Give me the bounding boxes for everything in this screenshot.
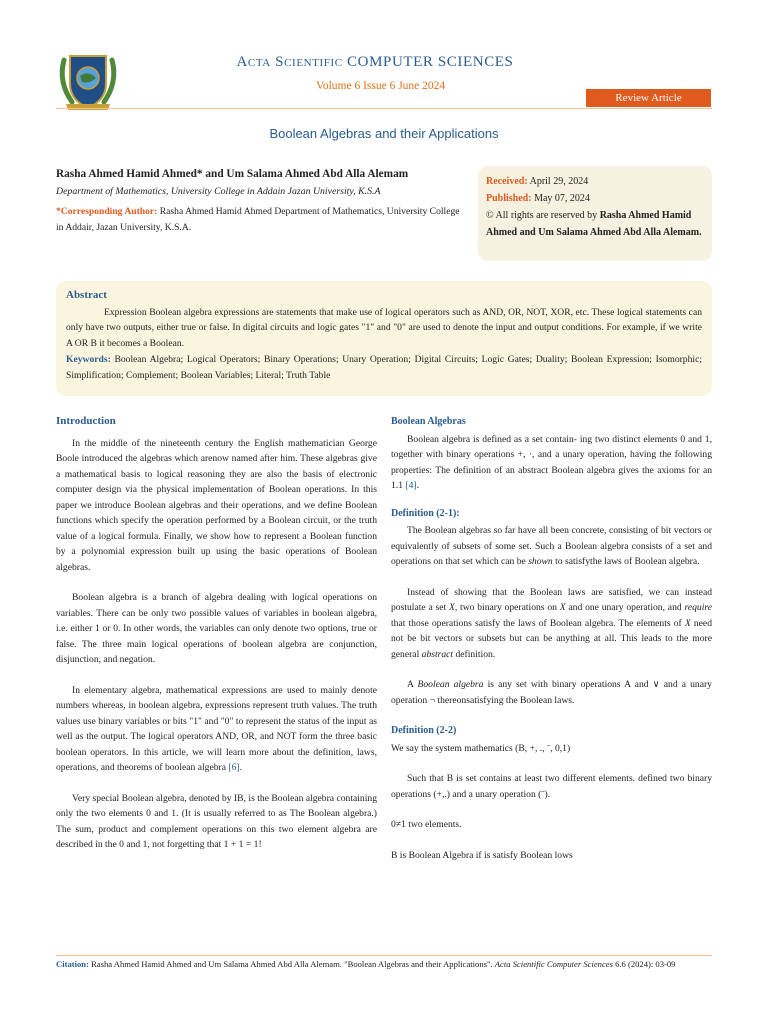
intro-paragraph-3: In elementary algebra, mathematical expressions are used to mainly denote numbers whereas, in boolean algebra, expressions represent truth values. The truth values use binary variables or bits "1" and "0" to represent the status of the input as well as the output. The logical operators AND, OR, and NOT form the three basic boolean operators. In this article, we will learn more about the definition, laws, operations, and theorems of boolean algebra [6]. xyxy=(56,684,377,773)
left-column xyxy=(56,414,377,853)
definition-2-2-elements: 0≠1 two elements. xyxy=(391,819,462,830)
department: Department of Mathematics, University College in Addain Jazan University, K.S.A xyxy=(56,186,381,197)
published-date: May 07, 2024 xyxy=(531,193,590,204)
corresponding-text: Rasha Ahmed Hamid Ahmed Department of Mathematics, University College in Addair, Jazan University, K.S.A. xyxy=(56,206,460,233)
received-date: April 29, 2024 xyxy=(527,176,589,187)
introduction-heading: Introduction xyxy=(56,415,116,427)
received-label: Received: xyxy=(486,176,528,187)
intro-p3-text: In elementary algebra, mathematical expressions are used to mainly denote numbers whereas, in boolean algebra, expressions represent truth values. The truth values use binary variables or bits "1" and "0" to represent the status of the input as well as the output. The logical operators AND, OR, and NOT form the three basic boolean operators. In this article, we will learn more about the definition, laws, operations, and theorems of boolean algebra xyxy=(56,684,377,773)
definition-2-2-heading: Definition (2-2) xyxy=(391,725,457,736)
intro-paragraph-4: Very special Boolean algebra, denoted by IB, is the Boolean algebra containing only the two elements 0 and 1. (It is usually referred to as The Boolean algebra.) The sum, product and complement operations on this two element algebra are described in the 0 and 1, not forgetting that 1 + 1 = 1! xyxy=(56,792,377,850)
paper-title: Boolean Algebras and their Applications xyxy=(269,126,499,141)
abstract-box xyxy=(56,281,712,396)
definition-2-1-paragraph-3: A Boolean algebra is any set with binary operations A and ∨ and a unary operation ¬ thereonsatisfying the Boolean laws. xyxy=(391,679,712,706)
citation xyxy=(56,958,712,971)
definition-2-2-paragraph: Such that B is set contains at least two different elements. defined two binary operations (+,.) and a unary operation (ˉ). xyxy=(391,773,712,800)
header-divider xyxy=(56,108,712,109)
keywords-text: Boolean Algebra; Logical Operators; Binary Operations; Unary Operation; Digital Circuits; Logic Gates; Duality; Boolean Expression; Isomorphic; Simplification; Complement; Boolean Variables; Literal; Truth Table xyxy=(66,354,702,381)
footer-divider xyxy=(56,955,712,956)
boolean-algebras-paragraph: Boolean algebra is defined as a set contain- ing two distinct elements 0 and 1, together with binary operations +, ·, and a unary operation, having the following properties: The definition of an abstract Boolean algebra gives the axioms for an 1.1 [4]. xyxy=(391,433,712,491)
rights-holders: Rasha Ahmed Hamid Ahmed and Um Salama Ahmed Abd Alla Alemam. xyxy=(486,210,702,238)
definition-2-2-conclusion: B is Boolean Algebra if is satisfy Boolean lows xyxy=(391,849,573,861)
citation-text: Rasha Ahmed Hamid Ahmed and Um Salama Ahmed Abd Alla Alemam. "Boolean Algebras and their Applications". xyxy=(88,959,495,969)
definition-2-1-paragraph-2: Instead of showing that the Boolean laws are satisfied, we can instead postulate a set X, two binary operations on X and one unary operation, and require that those operations satisfy the laws of Boolean algebra. The elements of X need not be bit vectors or subsets but can be anything at all. This leads to the more general abstract definition. xyxy=(391,586,712,660)
definition-2-2-system: We say the system mathematics (B, +, ., ˉ, 0,1) xyxy=(391,742,571,754)
journal-logo xyxy=(54,50,122,114)
rights-prefix: © All rights are reserved by xyxy=(486,210,600,221)
reference-link-6[interactable]: [6] xyxy=(228,762,240,773)
corresponding-label: *Corresponding Author: xyxy=(56,206,158,217)
article-type-badge: Review Article xyxy=(586,89,711,107)
intro-paragraph-1: In the middle of the nineteenth century the English mathematician George Boole introduced the algebras which arenow named after him. These algebras give a mathematical basis to logical reasoning they are also the basis of electronic computer design via the physical implementation of Boolean operations. In this paper we introduce Boolean algebras and their operations, and we define Boolean functions which specify the operation performed by a Boolean circuit, or the truth value of a logical formula. Finally, we show how to represent a Boolean function by a polynomial expression built up using the basic operations of Boolean algebras. xyxy=(56,437,377,573)
keywords xyxy=(66,352,702,383)
abstract-heading: Abstract xyxy=(66,289,107,301)
dates-box xyxy=(478,166,712,261)
authors: Rasha Ahmed Hamid Ahmed* and Um Salama Ahmed Abd Alla Alemam xyxy=(56,168,409,180)
published-label: Published: xyxy=(486,193,532,204)
issue-info: Volume 6 Issue 6 June 2024 xyxy=(316,80,446,92)
citation-journal: Acta Scientific Computer Sciences xyxy=(494,959,613,969)
reference-link-4[interactable]: [4] xyxy=(405,480,417,491)
definition-2-1-heading: Definition (2-1): xyxy=(391,507,460,519)
journal-title: Acta Scientific COMPUTER SCIENCES xyxy=(236,54,514,70)
keywords-label: Keywords: xyxy=(66,354,111,365)
citation-volume: 6.6 (2024): 03-09 xyxy=(612,959,676,969)
citation-label: Citation: xyxy=(56,959,89,969)
definition-2-1-paragraph-1: The Boolean algebras so far have all been concrete, consisting of bit vectors or equivalently of subsets of some set. Such a Boolean algebra consists of a set and operations on that set which can be shown to satisfythe laws of Boolean algebra. xyxy=(391,525,712,567)
corresponding-author xyxy=(56,204,466,236)
boolean-algebras-heading: Boolean Algebras xyxy=(391,416,466,427)
abstract-text: Expression Boolean algebra expressions are statements that make use of logical operators such as AND, OR, NOT, XOR, etc. These logical statements can only have two outputs, either true or false. In digital circuits and logic gates "1" and "0" are used to denote the input and output conditions. For example, if we write A OR B it becomes a Boolean. xyxy=(66,306,702,349)
intro-paragraph-2: Boolean algebra is a branch of algebra dealing with logical operations on variables. There can be only two possible values of variables in boolean algebra, i.e. either 1 or 0. In other words, the variables can only denote two options, true or false. The three main logical operations of boolean algebra are conjunction, disjunction, and negation. xyxy=(56,592,377,665)
right-column xyxy=(391,414,712,863)
